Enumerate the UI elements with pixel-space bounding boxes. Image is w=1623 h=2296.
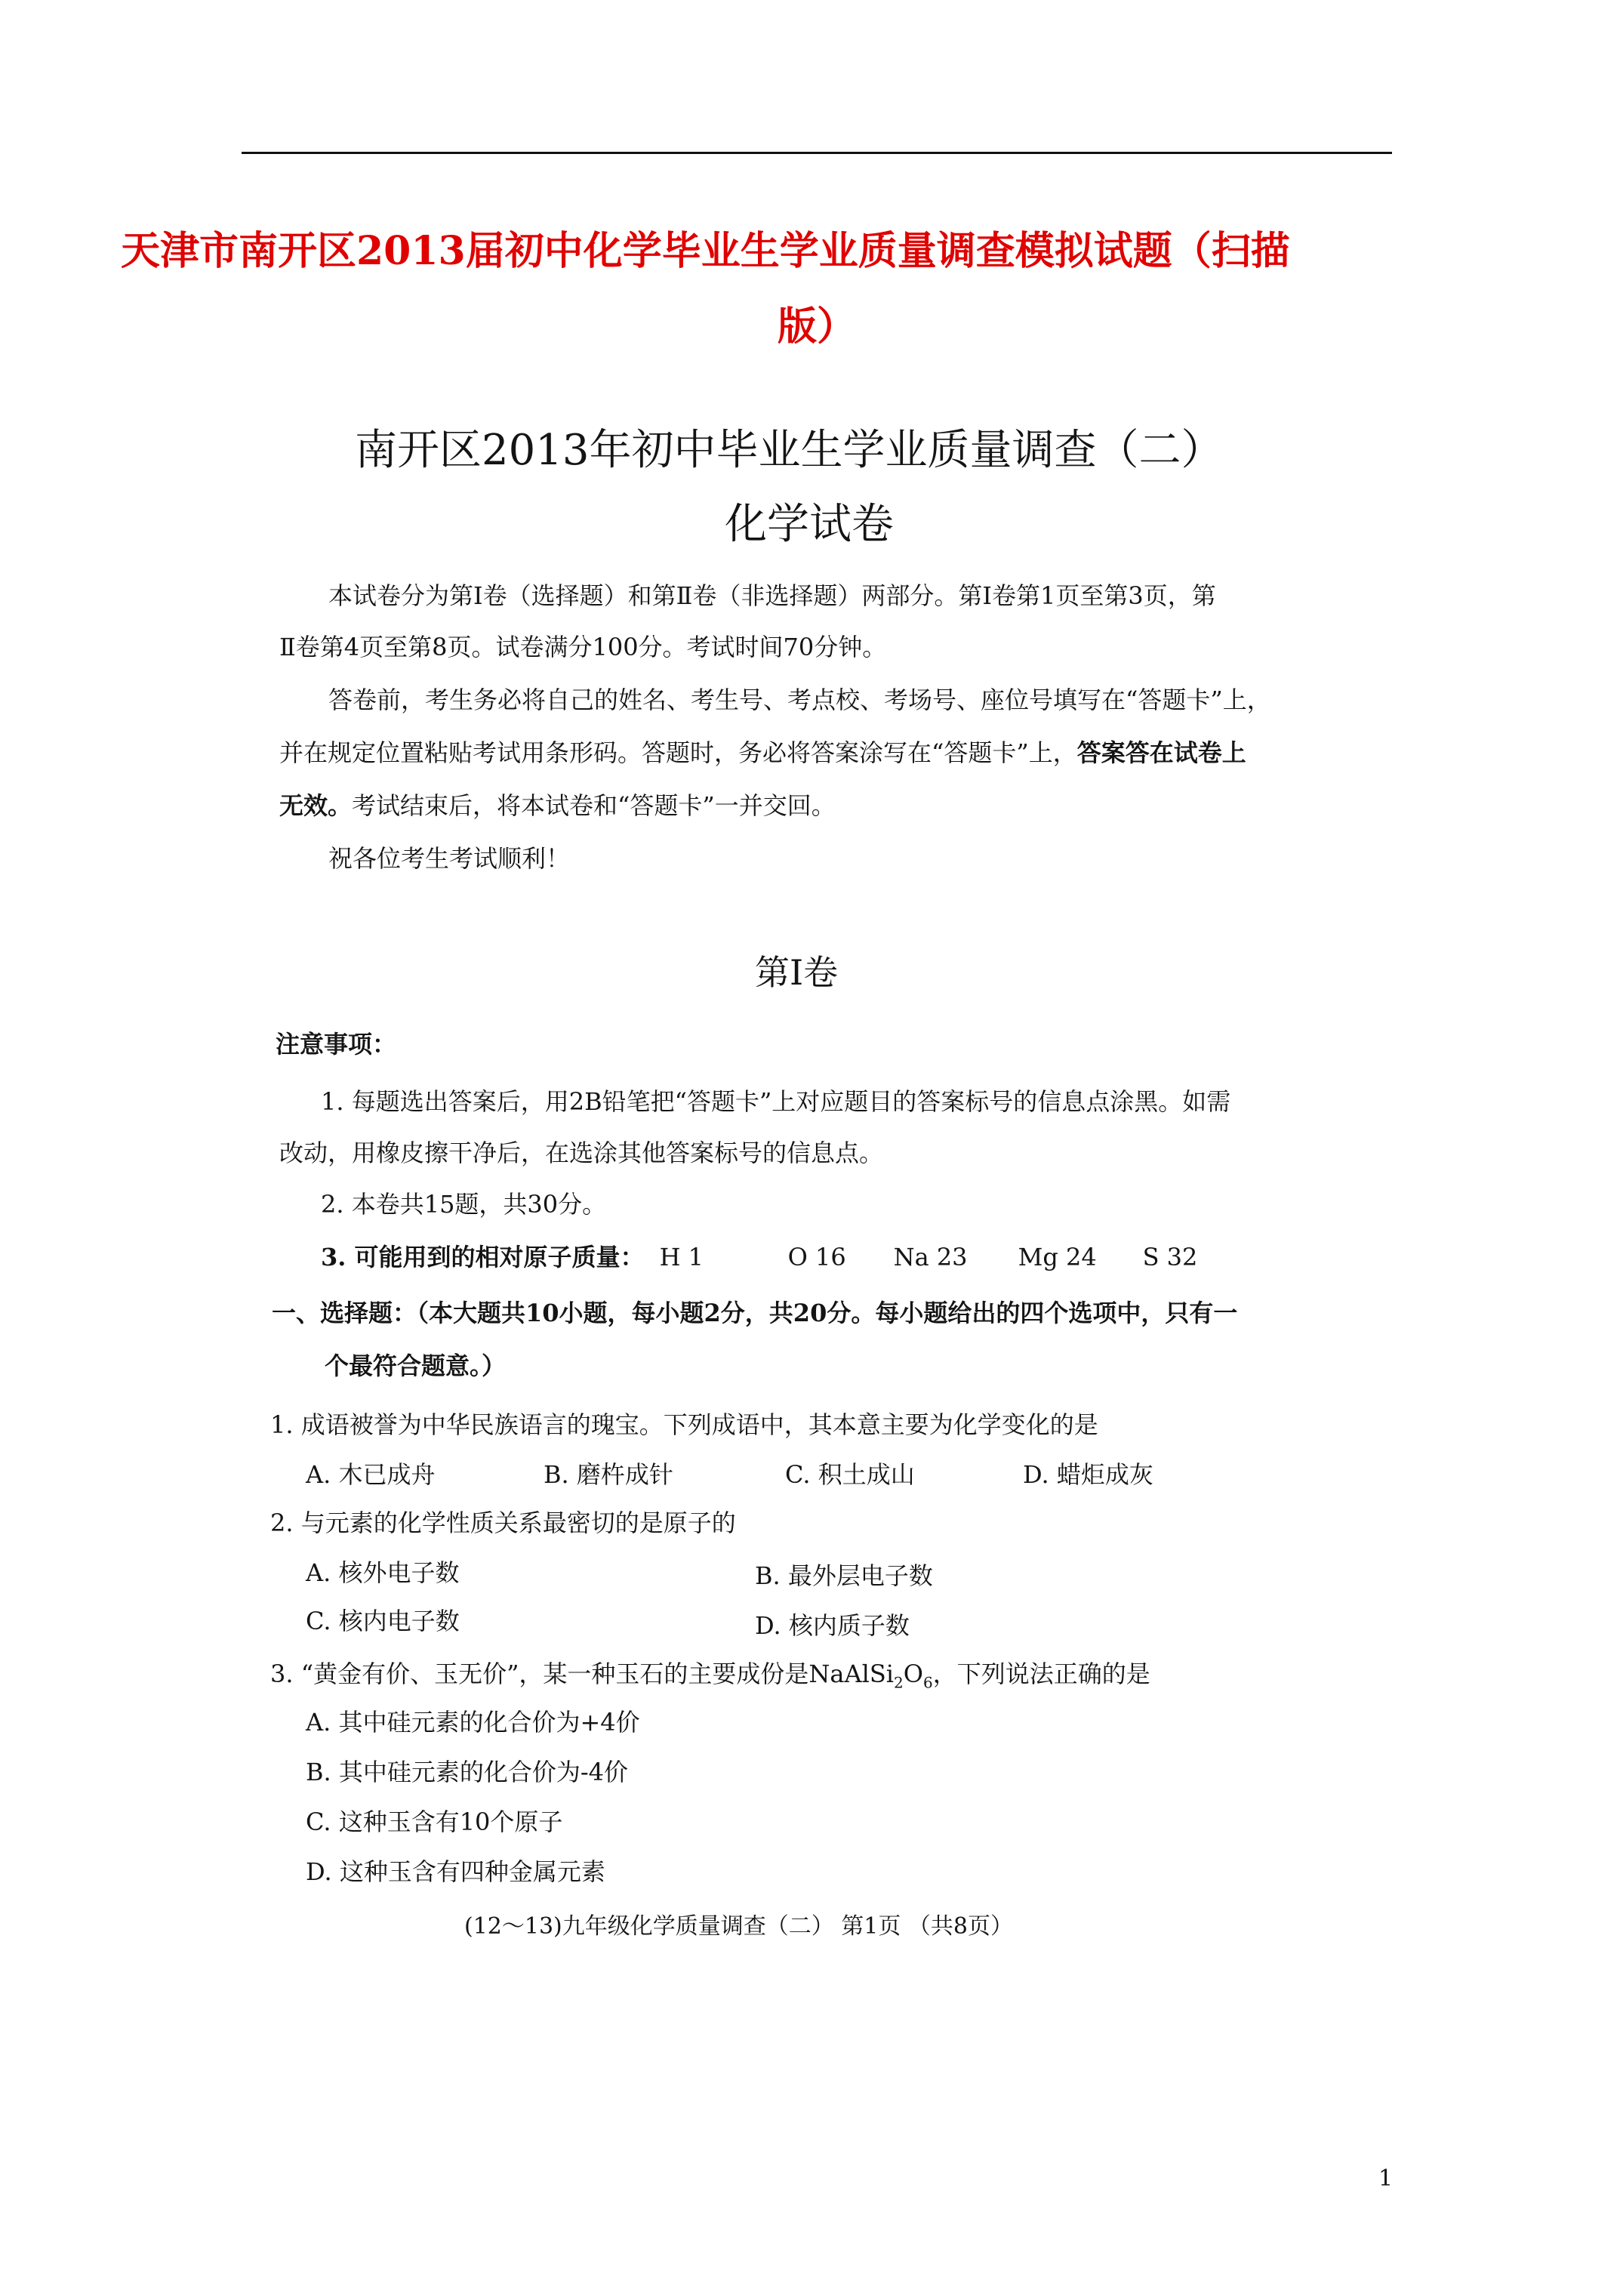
note-2: 2. 本卷共15题，共30分。: [321, 1190, 607, 1219]
intro-p3: 祝各位考生考试顺利！: [328, 844, 571, 873]
question-1-option-b: B. 磨杵成针: [544, 1460, 673, 1489]
part1-instructions-line2: 个最符合题意。）: [325, 1351, 507, 1380]
question-3-option-c: C. 这种玉含有10个原子: [306, 1808, 563, 1836]
notes-heading: 注意事项：: [276, 1030, 397, 1059]
question-3-option-a: A. 其中硅元素的化合价为+4价: [306, 1708, 640, 1737]
question-2-stem: 2. 与元素的化学性质关系最密切的是原子的: [270, 1509, 736, 1537]
note-1-line1: 1. 每题选出答案后，用2B铅笔把“答题卡”上对应题目的答案标号的信息点涂黑。如需: [321, 1087, 1231, 1116]
header-rule: [242, 152, 1392, 154]
question-3-stem: 3. “黄金有价、玉无价”，某一种玉石的主要成份是$NaAlSi_2O_6$，下列说法正确的是: [270, 1660, 1150, 1692]
exam-subtitle: 化学试卷: [725, 500, 894, 549]
note-3: 3. 可能用到的相对原子质量： H 1 O 16 Na 23 Mg 24 S 32: [321, 1243, 1198, 1271]
question-2-option-b: B. 最外层电子数: [755, 1561, 933, 1590]
intro-p1-line2: Ⅱ卷第4页至第8页。试卷满分100分。考试时间70分钟。: [279, 633, 887, 661]
question-1-stem: 1. 成语被誉为中华民族语言的瑰宝。下列成语中，其本意主要为化学变化的是: [270, 1410, 1098, 1439]
question-3-option-b: B. 其中硅元素的化合价为-4价: [306, 1758, 629, 1786]
intro-p2-line3: 无效。考试结束后，将本试卷和“答题卡”一并交回。: [279, 791, 836, 820]
question-2-option-a: A. 核外电子数: [306, 1558, 460, 1587]
page-number: 1: [1378, 2165, 1394, 2192]
question-1-option-d: D. 蜡炬成灰: [1023, 1460, 1153, 1489]
note-1-line2: 改动，用橡皮擦干净后，在选涂其他答案标号的信息点。: [279, 1139, 884, 1167]
intro-p2-line1: 答卷前，考生务必将自己的姓名、考生号、考点校、考场号、座位号填写在“答题卡”上，: [328, 686, 1271, 714]
question-2-option-c: C. 核内电子数: [306, 1607, 460, 1635]
exam-title: 南开区2013年初中毕业生学业质量调查（二）: [355, 426, 1224, 475]
intro-p2-line2: 并在规定位置粘贴考试用条形码。答题时，务必将答案涂写在“答题卡”上，答案答在试卷上: [279, 738, 1246, 767]
question-1-option-a: A. 木已成舟: [306, 1460, 436, 1489]
page-footer: (12～13)九年级化学质量调查（二） 第1页 （共8页）: [464, 1913, 1014, 1940]
question-2-option-d: D. 核内质子数: [755, 1611, 910, 1640]
doc-title-line1: 天津市南开区2013届初中化学毕业生学业质量调查模拟试题（扫描: [121, 228, 1290, 274]
question-1-option-c: C. 积土成山: [785, 1460, 915, 1489]
section-title: 第Ⅰ卷: [755, 952, 839, 993]
doc-title-line2: 版）: [778, 304, 857, 350]
part1-instructions-line1: 一、选择题：（本大题共10小题，每小题2分，共20分。每小题给出的四个选项中，只有一: [272, 1299, 1238, 1327]
question-3-option-d: D. 这种玉含有四种金属元素: [306, 1857, 605, 1886]
intro-p1-line1: 本试卷分为第Ⅰ卷（选择题）和第Ⅱ卷（非选择题）两部分。第Ⅰ卷第1页至第3页，第: [328, 581, 1216, 610]
